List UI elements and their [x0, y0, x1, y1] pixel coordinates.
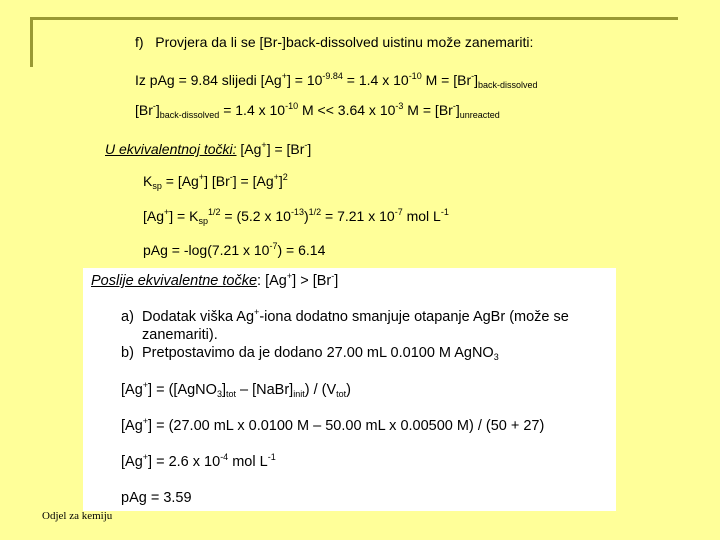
item-a-line2: zanemariti).	[142, 327, 218, 343]
slide-frame-top	[30, 17, 678, 20]
heading: f) Provjera da li se [Br-]back-dissolved uistinu može zanemariti:	[135, 34, 534, 50]
item-a-line1: Dodatak viška Ag+-iona dodatno smanjuje otapanje AgBr (može se	[142, 307, 569, 325]
slide-frame-left	[30, 17, 33, 67]
pag-to-ag-line: Iz pAg = 9.84 slijedi $[Ag^+] = 10^{-9.84} = 1.4$ x $10^{-10}$ $M = [Br^-]_{back-dissolved}$	[135, 71, 538, 90]
after-equivalence-heading: Poslije ekvivalentne točke: [Ag+] > [Br-]	[91, 271, 339, 289]
footer-department: Odjel za kemiju	[42, 510, 113, 522]
item-a-label: a)	[121, 309, 134, 325]
item-b-label: b)	[121, 345, 134, 361]
pag-result-line: pAg = 3.59	[121, 490, 192, 506]
ag-concentration-line: $[Ag^+] = K_{sp}^{1/2} = (5.2$ x $10^{-13})^{1/2} = 7.21$ x $10^{-7}$ mol $L^{-1}$	[143, 207, 449, 226]
ag-result-line: [Ag+] = 2.6 x $10^{-4}$ mol $L^{-1}$	[121, 452, 276, 470]
ag-formula-line: $[Ag^+] = ([AgNO_3]_{tot}$ – $[NaBr]_{init}) / (V_{tot})$	[121, 380, 352, 399]
item-b-line: Pretpostavimo da je dodano 27.00 mL 0.0100 M AgNO$_3$	[142, 345, 499, 362]
after-equivalence-box	[83, 268, 616, 511]
equivalence-line: U ekvivalentnoj točki: [Ag+] = [Br-]	[105, 140, 312, 157]
pag-equivalence-line: pAg = -log(7.21 x $10^{-7}) = 6.14$	[143, 241, 326, 258]
comparison-line: $[Br^-]_{back-dissolved} = 1.4$ x $10^{-10}$ M << 3.64 x $10^{-3}$ $M = [Br^-]_{unreacted}$	[135, 101, 500, 120]
ksp-line: $K_{sp} = [Ag^+] [Br^-] = [Ag^+]^2$	[143, 172, 288, 191]
ag-numeric-line: [Ag+] = (27.00 mL x 0.0100 M – 50.00 mL x 0.00500 M) / (50 + 27)	[121, 416, 545, 434]
